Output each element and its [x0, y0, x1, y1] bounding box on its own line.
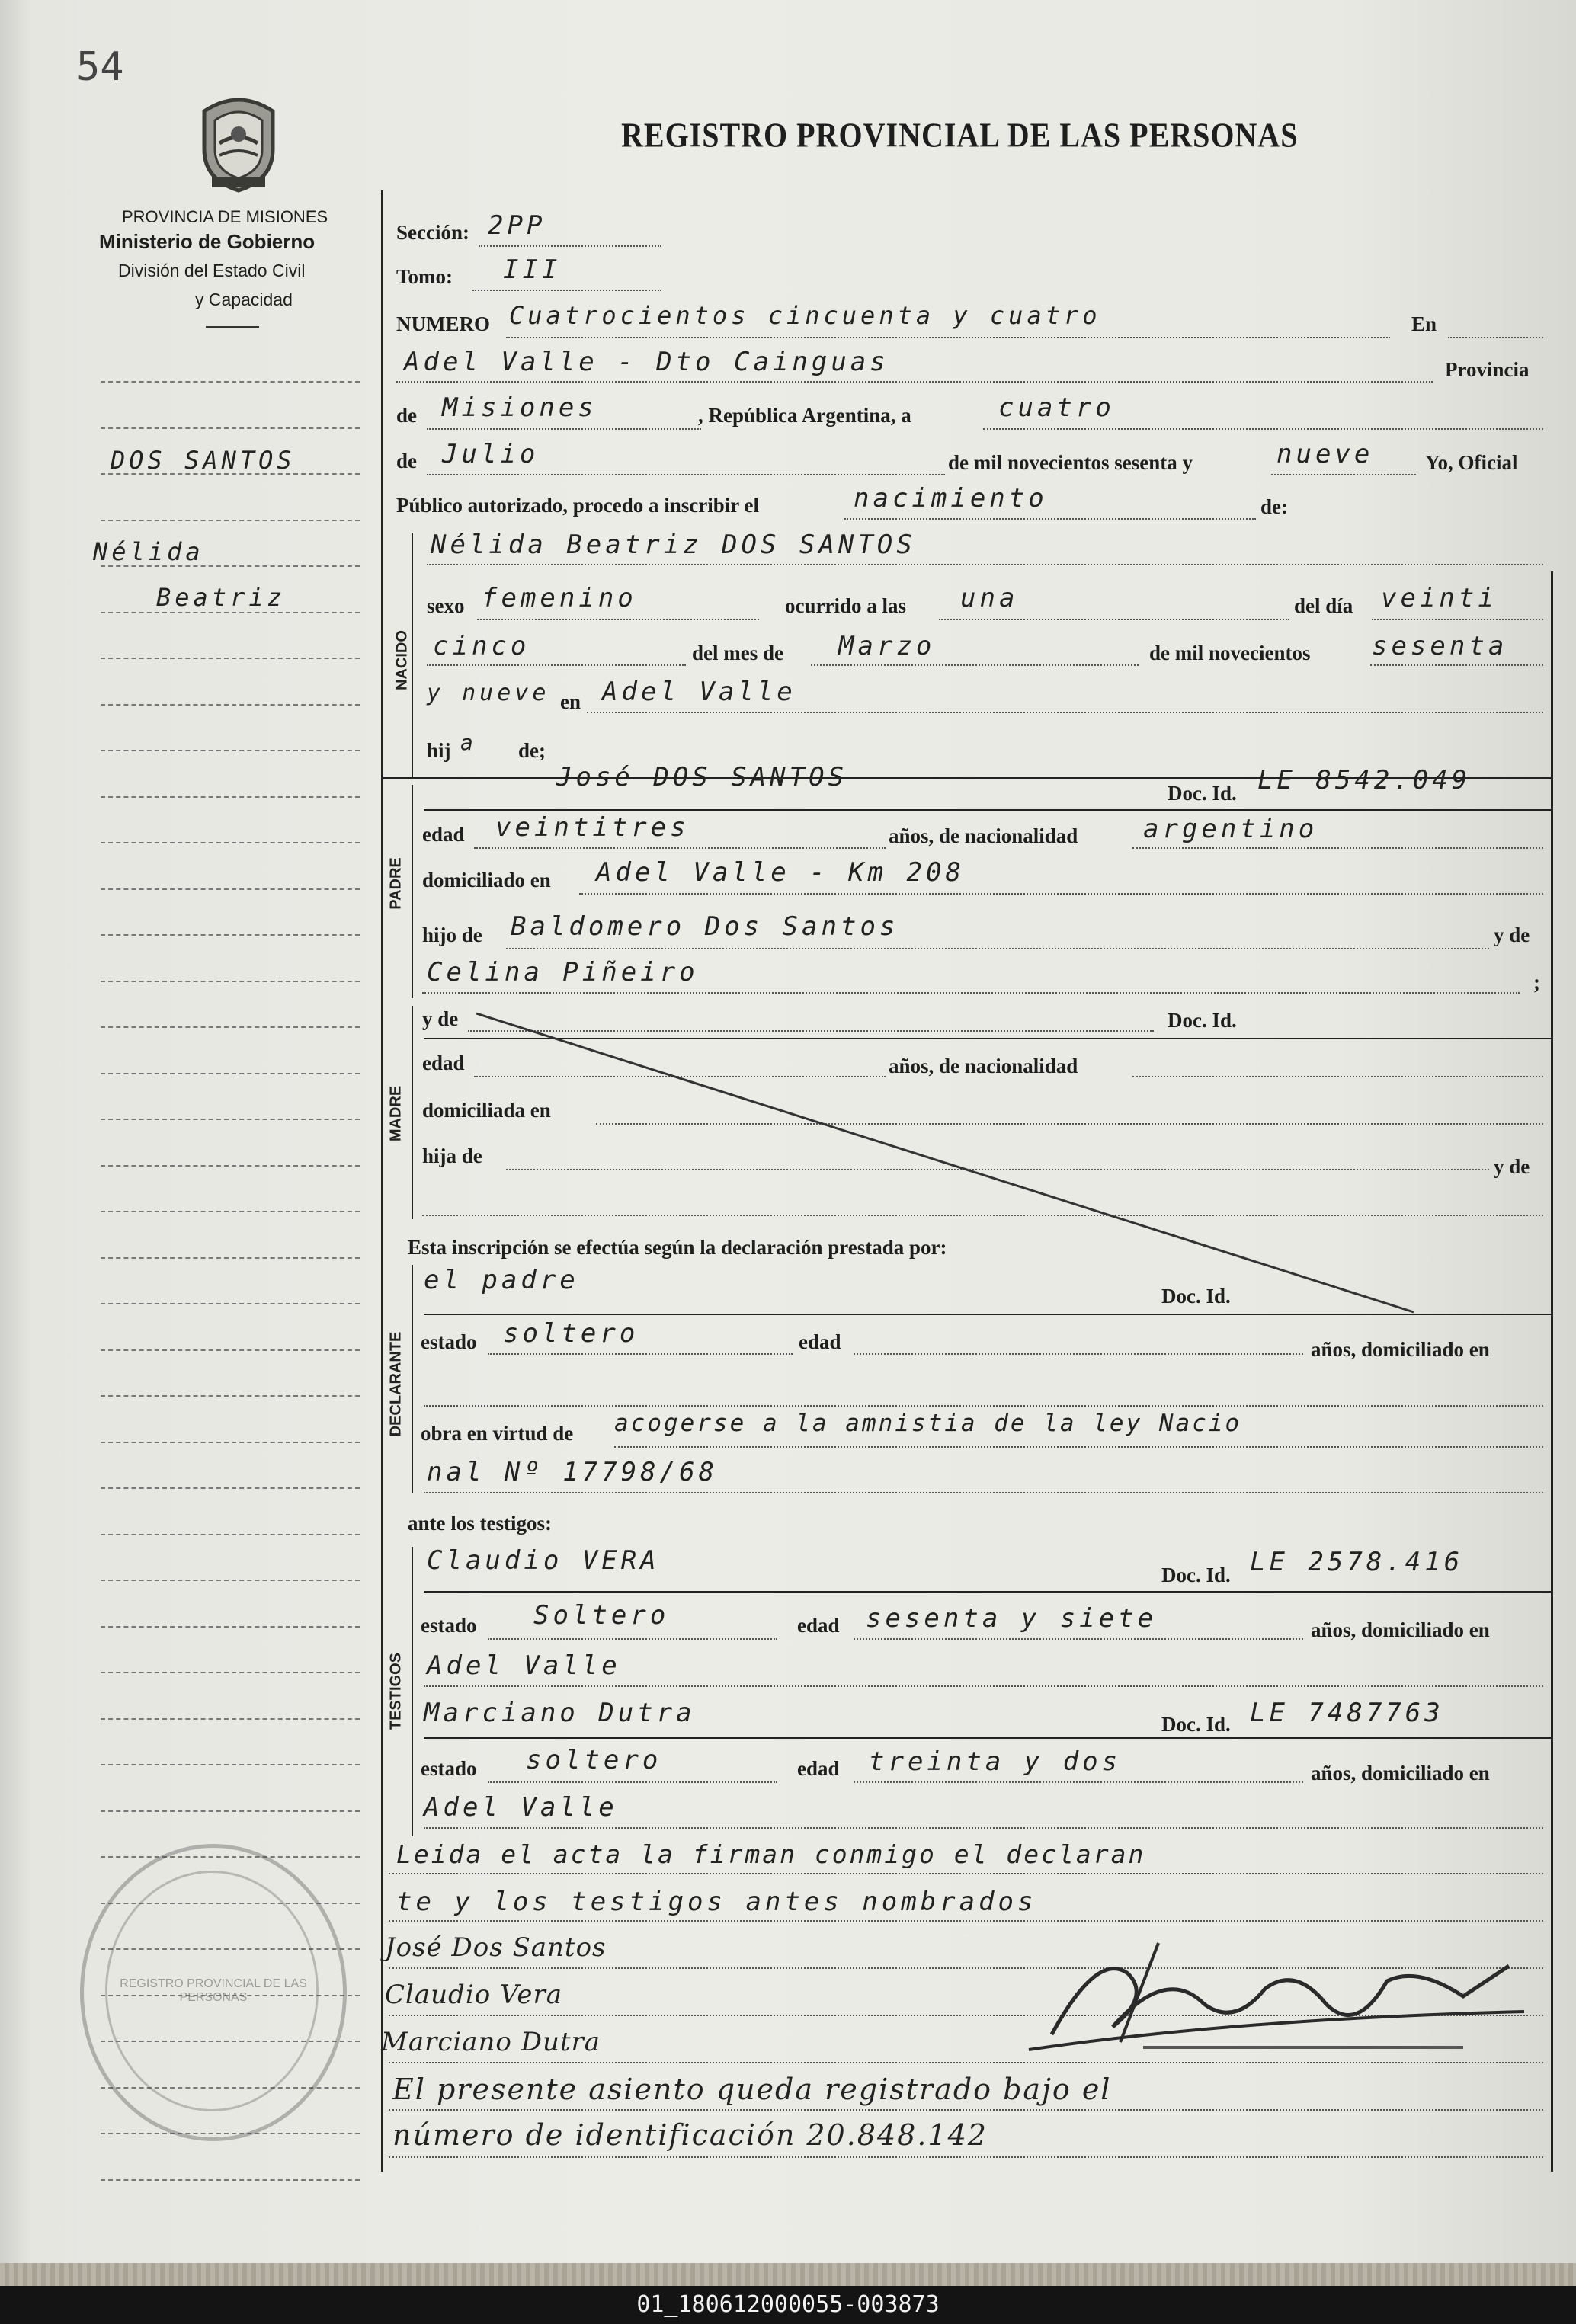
- padre-doc-value: LE 8542.049: [1257, 765, 1472, 795]
- mes-nac-value: Marzo: [838, 631, 936, 661]
- padre-doc-label: Doc. Id.: [1168, 782, 1237, 805]
- testigo1-estado-value: Soltero: [533, 1600, 670, 1631]
- padre-nac-label: años, de nacionalidad: [889, 824, 1078, 847]
- del-mes-label: del mes de: [692, 642, 783, 664]
- republica-label: , República Argentina, a: [698, 404, 911, 427]
- nacido-nombre: Nélida Beatriz DOS SANTOS: [431, 530, 916, 560]
- publico-label: Público autorizado, procedo a inscribir el: [396, 494, 759, 517]
- madre-label: MADRE: [387, 1085, 405, 1142]
- testigos-label: ante los testigos:: [408, 1512, 552, 1535]
- madre-hija-label: hija de: [422, 1144, 482, 1167]
- de-mil-nov-label: de mil novecientos: [1149, 642, 1311, 664]
- registration-note-2: número de identificación 20.848.142: [392, 2118, 988, 2152]
- seccion-value: 2PP: [488, 210, 546, 241]
- stamp-text: REGISTRO PROVINCIAL DE LAS PERSONAS: [120, 1977, 307, 2004]
- testigo2-edad-label: edad: [797, 1757, 840, 1780]
- closing-line-2: te y los testigos antes nombrados: [396, 1887, 1037, 1917]
- padre-edad-label: edad: [422, 823, 465, 846]
- testigo1-rule: [424, 1591, 1553, 1593]
- madre-nac-label: años, de nacionalidad: [889, 1055, 1078, 1077]
- madre-doc-label: Doc. Id.: [1168, 1009, 1237, 1032]
- declarante-label: DECLARANTE: [387, 1331, 405, 1437]
- dia-nac-value: veinti: [1381, 583, 1498, 613]
- signature-testigo-1: Claudio Vera: [385, 1980, 563, 2010]
- closing-ruled-line: [389, 1873, 1543, 1874]
- testigo2-dom-line: [424, 1827, 1543, 1829]
- signature-declarante: José Dos Santos: [385, 1932, 607, 1963]
- lugar-nac-value: Adel Valle: [602, 677, 796, 707]
- hora-value: una: [960, 583, 1019, 613]
- declarante-estado-label: estado: [421, 1330, 477, 1353]
- mes-value: Julio: [442, 439, 540, 469]
- testigos-vertical-label: TESTIGOS: [387, 1652, 405, 1730]
- acto-value: nacimiento: [854, 483, 1048, 514]
- ocurrido-label: ocurrido a las: [785, 594, 906, 617]
- declarante-doc-label: Doc. Id.: [1161, 1285, 1231, 1308]
- sexo-value: femenino: [482, 583, 637, 613]
- org-division: División del Estado Civil: [118, 261, 306, 280]
- obra-value-2: nal Nº 17798/68: [427, 1457, 719, 1487]
- page-number: 54: [76, 44, 124, 90]
- padre-madre-value: Celina Piñeiro: [427, 957, 699, 988]
- org-ministry: Ministerio de Gobierno: [99, 230, 316, 253]
- testigo1-edad-line: [854, 1638, 1303, 1640]
- anio-nac-value: sesenta: [1372, 631, 1508, 661]
- testigo2-doc-label: Doc. Id.: [1161, 1713, 1231, 1736]
- testigo2-dom-value: Adel Valle: [424, 1792, 618, 1823]
- testigo1-dom-label: años, domiciliado en: [1311, 1618, 1490, 1641]
- declarante-nombre: el padre: [424, 1265, 579, 1295]
- document-title: REGISTRO PROVINCIAL DE LAS PERSONAS: [621, 115, 1299, 155]
- testigo1-dom-value: Adel Valle: [427, 1650, 621, 1681]
- closing-ruled-line: [389, 2156, 1543, 2158]
- padre-padre-value: Baldomero Dos Santos: [511, 911, 899, 942]
- testigo2-nombre: Marciano Dutra: [424, 1698, 696, 1728]
- tomo-value: III: [503, 254, 562, 285]
- testigo1-edad-label: edad: [797, 1614, 840, 1637]
- official-stamp: [80, 1844, 347, 2141]
- image-caption-bar: 01_180612000055-003873: [0, 2286, 1576, 2324]
- del-dia-label: del día: [1294, 594, 1353, 617]
- hij-label: hij: [427, 739, 451, 762]
- obra-label: obra en virtud de: [421, 1422, 574, 1445]
- padre-domicilio-value: Adel Valle - Km 208: [596, 857, 965, 888]
- page-edge: [0, 2263, 1576, 2286]
- madre-y-de-label: y de: [422, 1007, 459, 1030]
- closing-line-1: Leida el acta la firman conmigo el declaran: [396, 1839, 1146, 1869]
- anio-nac2-value: y nueve: [427, 680, 550, 706]
- official-signature: [1006, 1920, 1539, 2073]
- margin-surname: DOS SANTOS: [111, 446, 296, 475]
- de-colon-label: de:: [1260, 495, 1288, 518]
- provincia-label: Provincia: [1445, 358, 1530, 381]
- tomo-label: Tomo:: [396, 265, 453, 288]
- yo-oficial-label: Yo, Oficial: [1425, 451, 1518, 474]
- dia-nac2-value: cinco: [433, 631, 530, 661]
- nacido-label: NACIDO: [393, 630, 411, 690]
- declarante-edad-label: edad: [799, 1330, 841, 1353]
- testigo1-dom-line: [424, 1685, 1543, 1687]
- signature-testigo-2: Marciano Dutra: [381, 2027, 601, 2057]
- testigo1-estado-label: estado: [421, 1614, 477, 1637]
- de-mil-label: de mil novecientos sesenta y: [948, 451, 1193, 474]
- obra-value: acogerse a la amnistia de la ley Nacio: [614, 1410, 1242, 1437]
- org-province: PROVINCIA DE MISIONES: [122, 207, 328, 226]
- de-label-1: de: [396, 404, 417, 427]
- provincia-value: Misiones: [442, 392, 597, 423]
- semicolon-label: ;: [1533, 971, 1540, 994]
- padre-nac-value: argentino: [1143, 814, 1318, 844]
- testigo2-edad-line: [854, 1781, 1303, 1783]
- seccion-label: Sección:: [396, 221, 469, 244]
- madre-domicilio-label: domiciliada en: [422, 1099, 551, 1122]
- sexo-label: sexo: [427, 594, 465, 617]
- inscripcion-label: Esta inscripción se efectúa según la declaración prestada por:: [408, 1236, 947, 1259]
- padre-hijo-label: hijo de: [422, 924, 482, 946]
- en-label: En: [1411, 312, 1437, 335]
- declarante-estado-value: soltero: [503, 1318, 639, 1349]
- dia-value: cuatro: [998, 392, 1115, 423]
- madre-y-de-label-2: y de: [1494, 1155, 1530, 1178]
- declarante-estado-line: [488, 1353, 793, 1355]
- obra-line: [614, 1446, 1543, 1448]
- margin-given-name-1: Nélida: [93, 537, 204, 566]
- testigo1-doc-value: LE 2578.416: [1250, 1547, 1464, 1577]
- testigo2-estado-label: estado: [421, 1757, 477, 1780]
- padre-nombre: José DOS SANTOS: [556, 762, 848, 792]
- margin-given-name-2: Beatriz: [156, 583, 286, 612]
- testigo1-edad-value: sesenta y siete: [866, 1603, 1158, 1634]
- numero-label: NUMERO: [396, 312, 490, 335]
- testigos-border: [412, 1547, 413, 1836]
- registration-note-1: El presente asiento queda registrado bajo el: [392, 2073, 1112, 2106]
- testigo2-rule: [424, 1737, 1553, 1739]
- declarante-dom-line: [424, 1405, 1543, 1407]
- madre-edad-label: edad: [422, 1052, 465, 1074]
- lugar-value: Adel Valle - Dto Cainguas: [404, 347, 889, 377]
- padre-label: PADRE: [387, 857, 405, 910]
- hij-suffix: a: [460, 730, 477, 755]
- padre-edad-value: veintitres: [495, 812, 690, 843]
- testigo2-dom-label: años, domiciliado en: [1311, 1762, 1490, 1785]
- padre-domicilio-label: domiciliado en: [422, 869, 551, 892]
- testigo2-edad-value: treinta y dos: [869, 1746, 1122, 1777]
- org-capacity: y Capacidad: [195, 290, 293, 309]
- declarante-rule: [424, 1314, 1553, 1315]
- closing-ruled-line: [389, 2109, 1543, 2111]
- testigo1-doc-label: Doc. Id.: [1161, 1564, 1231, 1586]
- testigo1-nombre: Claudio VERA: [427, 1545, 660, 1576]
- testigo2-doc-value: LE 7487763: [1250, 1698, 1444, 1728]
- testigo2-estado-line: [488, 1781, 777, 1783]
- declarante-edad-line: [854, 1353, 1303, 1355]
- padre-y-de-label: y de: [1494, 924, 1530, 946]
- de-semi-label: de;: [518, 739, 546, 762]
- de-label-2: de: [396, 450, 417, 472]
- en-lc-label: en: [560, 690, 581, 713]
- obra2-line: [424, 1492, 1543, 1493]
- numero-value: Cuatrocientos cincuenta y cuatro: [509, 301, 1101, 330]
- testigo2-estado-value: soltero: [526, 1745, 662, 1775]
- testigo1-estado-line: [488, 1638, 777, 1640]
- declarante-dom-label: años, domiciliado en: [1311, 1338, 1490, 1361]
- anio-value: nueve: [1276, 439, 1374, 469]
- declarante-border: [412, 1265, 413, 1493]
